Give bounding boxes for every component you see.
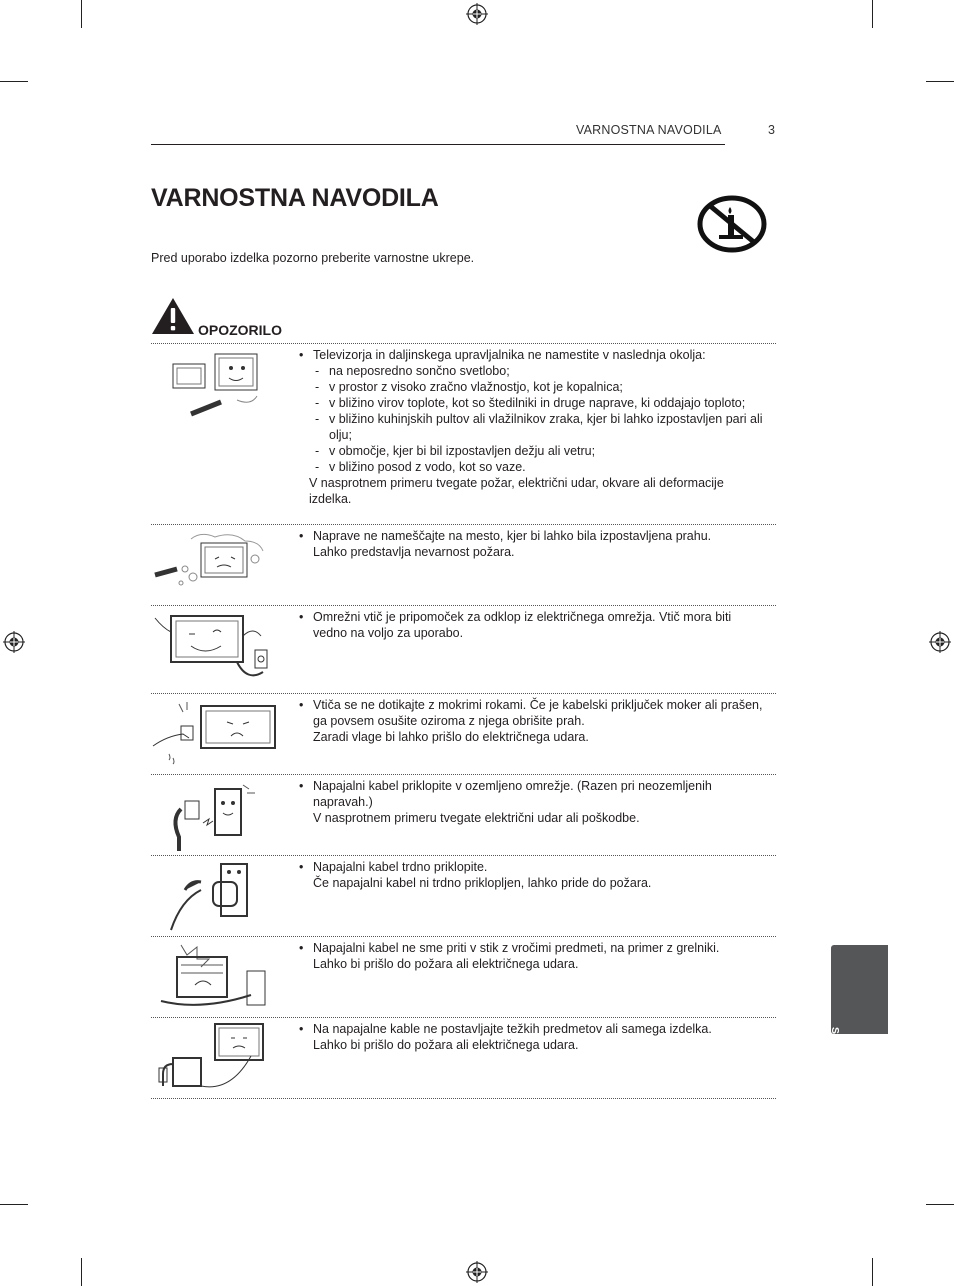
bullet-item: • Na napajalne kable ne postavljajte težkih predmetov ali samega izdelka. — [299, 1021, 764, 1037]
crop-mark — [926, 1204, 954, 1205]
safety-row-6 — [151, 855, 776, 936]
safety-row-1 — [151, 343, 776, 524]
consequence-text: Lahko predstavlja nevarnost požara. — [313, 545, 515, 559]
heavy-object-cable-illustration — [151, 1022, 275, 1098]
crop-mark — [926, 81, 954, 82]
registration-mark-icon — [466, 3, 488, 25]
grounded-outlet-illustration — [151, 779, 275, 855]
hot-heater-illustration — [151, 941, 275, 1017]
row-text — [299, 347, 764, 507]
sub-item: - v bližino posod z vodo, kot so vaze. — [315, 459, 764, 475]
tv-wet-hands-illustration — [151, 698, 281, 772]
header-divider — [151, 144, 725, 145]
row-text — [299, 940, 764, 972]
plug-insert-illustration — [151, 860, 275, 936]
safety-row-7 — [151, 936, 776, 1017]
tv-plug-illustration — [151, 610, 277, 690]
tv-dust-illustration — [151, 529, 275, 601]
sub-item: - v prostor z visoko zračno vlažnostjo, kot je kopalnica; — [315, 379, 764, 395]
intro-text: Pred uporabo izdelka pozorno preberite varnostne ukrepe. — [151, 251, 475, 265]
crop-mark — [0, 81, 28, 82]
running-header: VARNOSTNA NAVODILA — [576, 123, 722, 137]
consequence-text: Če napajalni kabel ni trdno priklopljen, lahko pride do požara. — [313, 876, 652, 890]
safety-row-5 — [151, 774, 776, 855]
row-text — [299, 778, 764, 826]
safety-row-2 — [151, 524, 776, 605]
row-text — [299, 697, 764, 745]
crop-mark — [872, 1258, 873, 1286]
sub-item: - v območje, kjer bi bil izpostavljen dežju ali vetru; — [315, 443, 764, 459]
bullet-item: • Vtiča se ne dotikajte z mokrimi rokami. Če je kabelski priključek moker ali prašen, ga povsem osušite oziroma z njega obrišite prah. — [299, 697, 764, 729]
bullet-item: • Omrežni vtič je pripomoček za odklop iz električnega omrežja. Vtič mora biti vedno na voljo za uporabo. — [299, 609, 764, 641]
sub-item: - v bližino virov toplote, kot so štedilniki in druge naprave, ki oddajajo toploto; — [315, 395, 764, 411]
sub-item: - v bližino kuhinjskih pultov ali vlažilnikov zraka, kjer bi lahko izpostavljen pari ali olju; — [315, 411, 764, 443]
crop-mark — [872, 0, 873, 28]
tv-sunlight-illustration — [151, 348, 271, 428]
bullet-item: • Televizorja in daljinskega upravljalnika ne namestite v naslednja okolja: — [299, 347, 764, 363]
consequence-text: Lahko bi prišlo do požara ali električnega udara. — [313, 957, 579, 971]
crop-mark — [81, 0, 82, 28]
crop-mark — [0, 1204, 28, 1205]
consequence-text: V nasprotnem primeru tvegate požar, električni udar, okvare ali deformacije izdelka. — [309, 476, 724, 506]
bullet-item: • Napajalni kabel priklopite v ozemljeno omrežje. (Razen pri neozemljenih napravah.) — [299, 778, 764, 810]
consequence-text: Lahko bi prišlo do požara ali električnega udara. — [313, 1038, 579, 1052]
language-tab-label: SLOVENŠČINA — [829, 1027, 841, 1107]
safety-row-4 — [151, 693, 776, 774]
registration-mark-icon — [466, 1261, 488, 1283]
language-tab — [829, 945, 888, 1107]
consequence-text: Zaradi vlage bi lahko prišlo do električnega udara. — [313, 730, 589, 744]
bullet-item: • Napajalni kabel trdno priklopite. — [299, 859, 764, 875]
warning-triangle-icon — [151, 297, 195, 335]
page-number: 3 — [768, 123, 775, 137]
consequence-text: V nasprotnem primeru tvegate električni udar ali poškodbe. — [313, 811, 640, 825]
safety-row-8 — [151, 1017, 776, 1099]
sub-item: - na neposredno sončno svetlobo; — [315, 363, 764, 379]
registration-mark-icon — [3, 631, 25, 653]
crop-mark — [81, 1258, 82, 1286]
safety-row-3 — [151, 605, 776, 694]
warning-label: OPOZORILO — [198, 322, 282, 338]
row-text — [299, 528, 764, 560]
no-candle-icon — [697, 195, 767, 253]
row-text — [299, 1021, 764, 1053]
row-text — [299, 859, 764, 891]
bullet-item: • Naprave ne nameščajte na mesto, kjer bi lahko bila izpostavljena prahu. — [299, 528, 764, 544]
page-title: VARNOSTNA NAVODILA — [151, 184, 439, 212]
sub-list — [299, 363, 764, 475]
registration-mark-icon — [929, 631, 951, 653]
bullet-item: • Napajalni kabel ne sme priti v stik z vročimi predmeti, na primer z grelniki. — [299, 940, 764, 956]
row-text — [299, 609, 764, 641]
